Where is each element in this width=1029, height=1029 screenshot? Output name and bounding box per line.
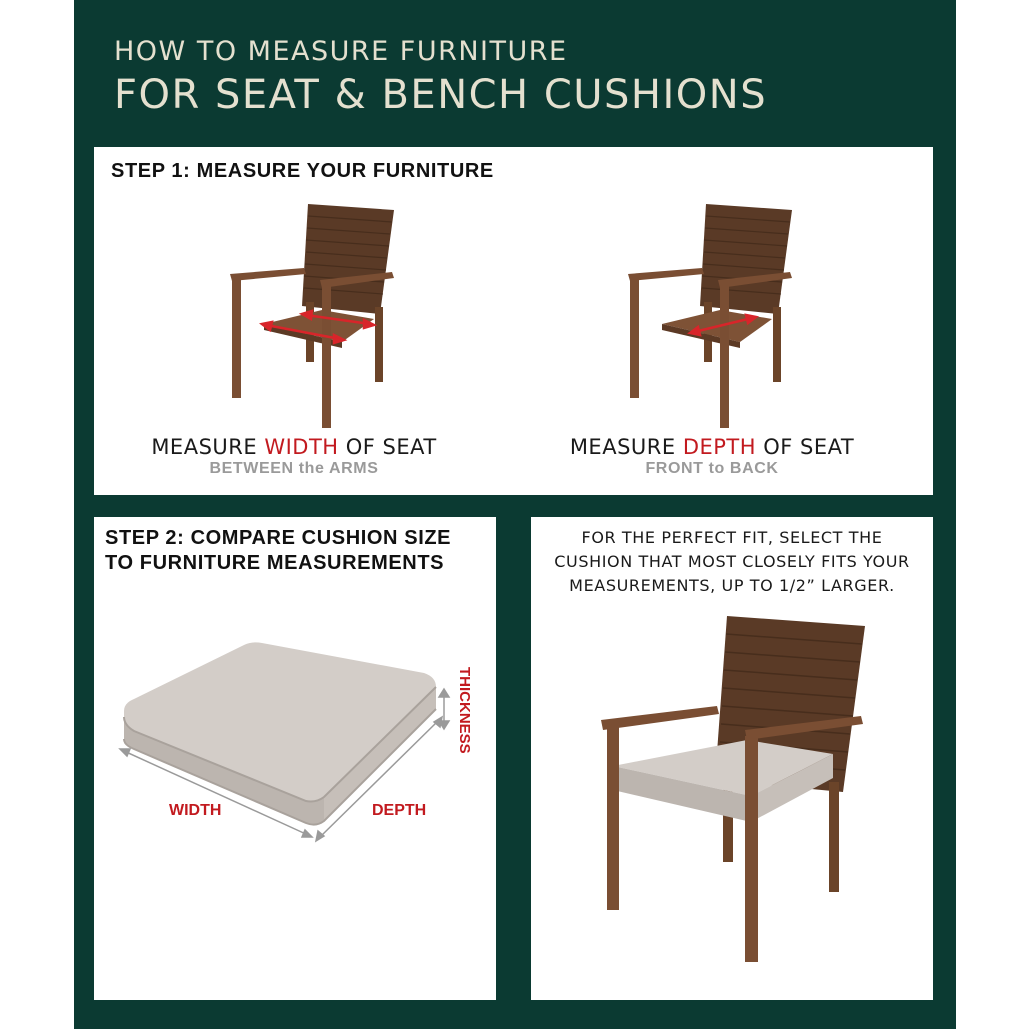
cushioned-chair-illustration bbox=[597, 612, 877, 972]
measure-width-caption bbox=[94, 435, 494, 459]
step1-title: STEP 1: MEASURE YOUR FURNITURE bbox=[111, 160, 494, 182]
step2-title-line2: TO FURNITURE MEASUREMENTS bbox=[105, 552, 445, 574]
cushion-thickness-label: THICKNESS bbox=[456, 667, 473, 754]
step2-title-line1: STEP 2: COMPARE CUSHION SIZE bbox=[105, 527, 452, 549]
cushion-depth-label: DEPTH bbox=[372, 802, 427, 819]
chair-depth-illustration bbox=[622, 202, 822, 432]
measure-depth-caption bbox=[512, 435, 912, 459]
measure-depth-pre: MEASURE bbox=[569, 435, 683, 459]
fit-text-line3: MEASUREMENTS, UP TO 1/2” LARGER. bbox=[569, 576, 895, 595]
measure-width-pre: MEASURE bbox=[151, 435, 265, 459]
cushion-width-label: WIDTH bbox=[169, 802, 222, 819]
measure-width-highlight: WIDTH bbox=[264, 435, 339, 459]
fit-panel bbox=[531, 517, 933, 1000]
cushion-illustration bbox=[94, 637, 496, 857]
measure-width-post: OF SEAT bbox=[338, 435, 437, 459]
measure-depth-post: OF SEAT bbox=[756, 435, 855, 459]
chair-width-illustration bbox=[224, 202, 424, 432]
step1-panel bbox=[94, 147, 933, 495]
page-title-line2: FOR SEAT & BENCH CUSHIONS bbox=[114, 72, 768, 118]
measure-depth-subcaption: FRONT to BACK bbox=[645, 460, 779, 477]
step2-panel bbox=[94, 517, 496, 1000]
measure-width-subcaption: BETWEEN the ARMS bbox=[209, 460, 379, 477]
measure-depth-highlight: DEPTH bbox=[682, 435, 757, 459]
page-title-line1: HOW TO MEASURE FURNITURE bbox=[114, 36, 568, 67]
fit-text-line1: FOR THE PERFECT FIT, SELECT THE bbox=[581, 528, 883, 547]
fit-text-line2: CUSHION THAT MOST CLOSELY FITS YOUR bbox=[554, 552, 910, 571]
